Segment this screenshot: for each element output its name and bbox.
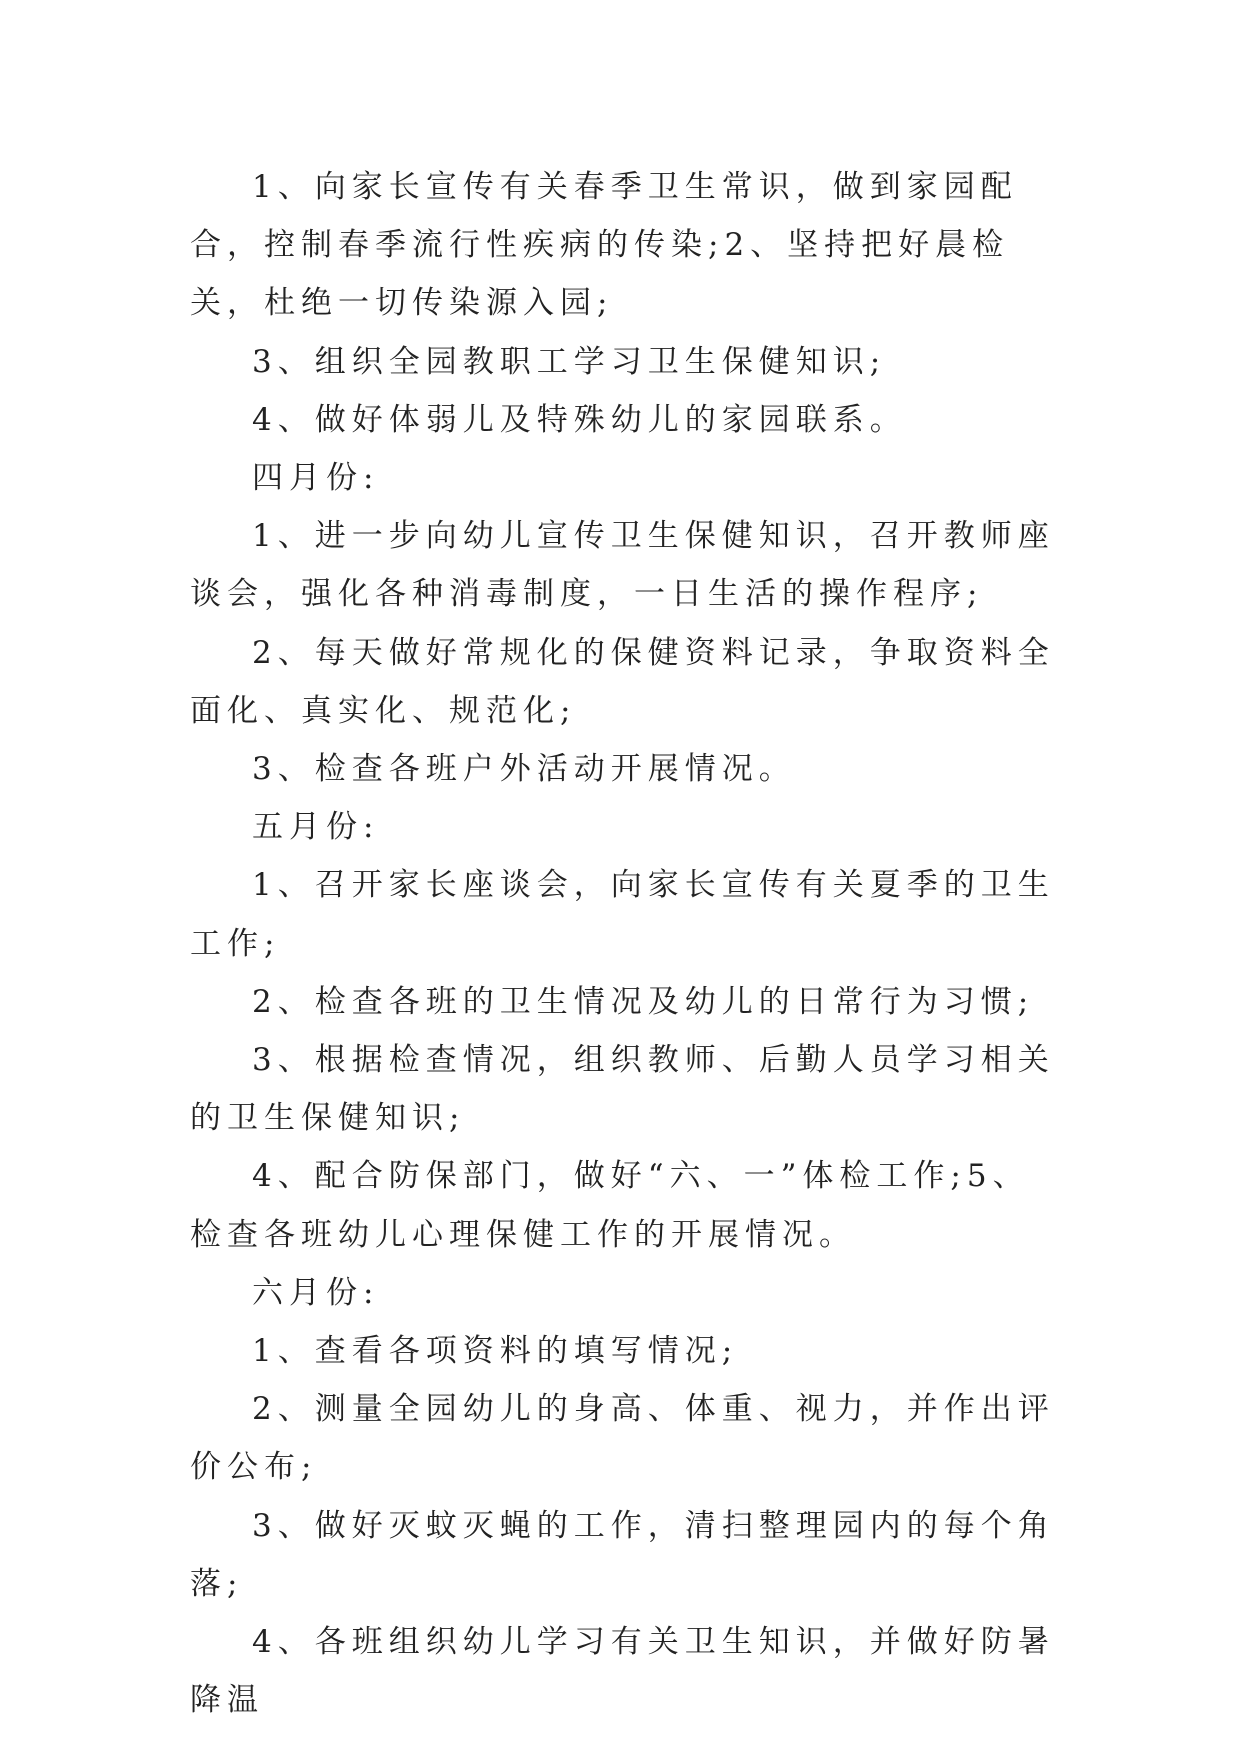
paragraph-11: 3、根据检查情况，组织教师、后勤人员学习相关的卫生保健知识; [190,1042,1055,1137]
paragraph-16: 3、做好灭蚊灭蝇的工作，清扫整理园内的每个角落; [190,1507,1055,1602]
paragraph-15: 2、测量全园幼儿的身高、体重、视力，并作出评价公布; [190,1391,1055,1486]
section-heading-april: 四月份: [252,460,380,497]
paragraph-14: 1、查看各项资料的填写情况; [252,1333,739,1370]
paragraph-9: 1、召开家长座谈会，向家长宣传有关夏季的卫生工作; [190,867,1055,962]
section-heading-may: 五月份: [252,809,380,846]
paragraph-5: 1、进一步向幼儿宣传卫生保健知识，召开教师座谈会，强化各种消毒制度，一日生活的操作程序; [190,518,1055,613]
paragraph-12: 4、配合防保部门，做好“六、一”体检工作;5、检查各班幼儿心理保健工作的开展情况。 [190,1158,1030,1253]
paragraph-1: 1、向家长宣传有关春季卫生常识，做到家园配合，控制春季流行性疾病的传染;2、坚持把好晨检关，杜绝一切传染源入园; [190,169,1018,322]
paragraph-17: 4、各班组织幼儿学习有关卫生知识，并做好防暑降温 [190,1624,1055,1719]
paragraph-2: 3、组织全园教职工学习卫生保健知识; [252,343,887,380]
paragraph-10: 2、检查各班的卫生情况及幼儿的日常行为习惯; [252,983,1035,1020]
document-body [190,158,1060,1729]
paragraph-6: 2、每天做好常规化的保健资料记录，争取资料全面化、真实化、规范化; [190,634,1055,729]
section-heading-june: 六月份: [252,1274,380,1311]
paragraph-3: 4、做好体弱儿及特殊幼儿的家园联系。 [252,401,907,438]
paragraph-7: 3、检查各班户外活动开展情况。 [252,751,796,788]
